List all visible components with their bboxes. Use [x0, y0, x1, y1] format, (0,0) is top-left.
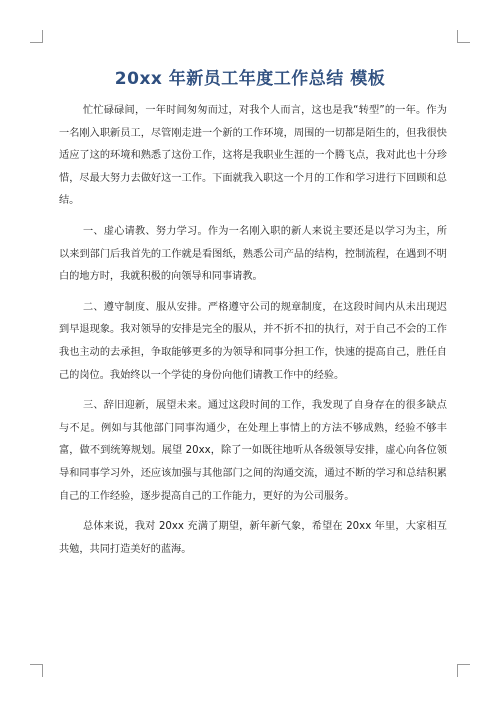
paragraph-section-3: 三、辞旧迎新，展望未来。通过这段时间的工作，我发现了自身存在的很多缺点与不足。例如与其他部门同事沟通少，在处理上事情上的方法不够成熟，经验不够丰富，做不到统筹规划。展望 20xx，除了一如既往地听从各级领导安排，虚心向各位领导和同事学习外，还应该加强与其他部门之间的沟通交流，通过不断的学习和总结积累自己的工作经验，逐步提高自己的工作能力，更好的为公司服务。: [59, 400, 447, 502]
paragraph-section-2: 二、遵守制度、服从安排。严格遵守公司的规章制度，在这段时间内从未出现迟到早退现象。我对领导的安排是完全的服从，并不折不扣的执行，对于自己不会的工作我也主动的去承担，争取能够更多的为领导和同事分担工作，快速的提高自己，胜任自己的岗位。我始终以一个学徒的身份向他们请教工作中的经验。: [59, 301, 447, 381]
paragraph-intro: 忙忙碌碌间，一年时间匆匆而过，对我个人而言，这也是我“转型”的一年。作为一名刚入职新员工，尽管刚走进一个新的工作环境，周围的一切都是陌生的，但我很快适应了这的环境和熟悉了这份工作，这将是我职业生涯的一个腾飞点，我对此也十分珍惜，尽最大努力去做好这一工作。下面就我入职这一个月的工作和学习进行下回顾和总结。: [59, 105, 447, 207]
page-corner-mark-bottom-right: [457, 664, 470, 677]
page-corner-mark-top-left: [30, 30, 43, 43]
paragraph-conclusion: 总体来说，我对 20xx 充满了期望，新年新气象，希望在 20xx 年里，大家相互共勉，共同打造美好的蓝海。: [59, 521, 447, 555]
page-corner-mark-top-right: [457, 30, 470, 43]
page-corner-mark-bottom-left: [30, 664, 43, 677]
paragraph-section-1: 一、虚心请教、努力学习。作为一名刚入职的新人来说主要还是以学习为主，所以来到部门后我首先的工作就是看图纸，熟悉公司产品的结构，控制流程，在遇到不明白的地方时，我就积极的向领导和同事请教。: [59, 225, 447, 283]
document-body: [59, 100, 447, 569]
document-title: 20xx 年新员工年度工作总结 模板: [114, 69, 386, 89]
